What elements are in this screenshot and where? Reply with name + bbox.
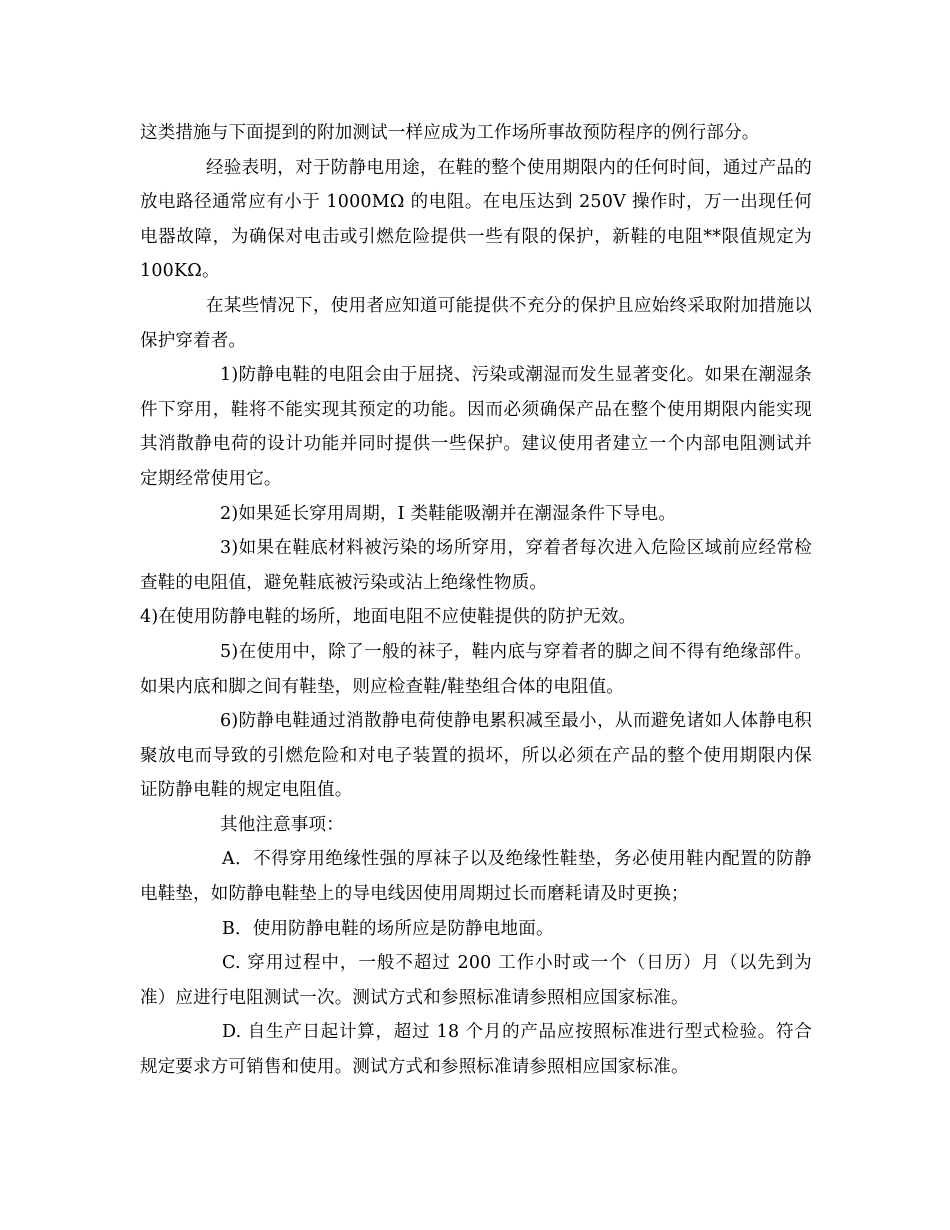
paragraph-item-6: 6)防静电鞋通过消散静电荷使静电累积减至最小，从而避免诸如人体静电积聚放电而导致的引燃危险和对电子装置的损坏，所以必须在产品的整个使用期限内保证防静电鞋的规定电阻值。 [140,711,812,801]
paragraph-note-b: B．使用防静电鞋的场所应是防静电地面。 [222,918,554,939]
paragraph-other-notes-heading: 其他注意事项： [220,814,344,835]
paragraph-item-5: 5)在使用中，除了一般的袜子，鞋内底与穿着者的脚之间不得有绝缘部件。如果内底和脚之间有鞋垫，则应检查鞋/鞋垫组合体的电阻值。 [140,641,812,697]
paragraph-item-3: 3)如果在鞋底材料被污染的场所穿用，穿着者每次进入危险区域前应经常检查鞋的电阻值，避免鞋底被污染或沾上绝缘性物质。 [140,538,812,593]
document-body [140,116,812,1085]
paragraph-item-2: 2)如果延长穿用周期，I 类鞋能吸潮并在潮湿条件下导电。 [220,503,677,524]
paragraph-item-1: 1)防静电鞋的电阻会由于屈挠、污染或潮湿而发生显著变化。如果在潮湿条件下穿用，鞋将不能实现其预定的功能。因而必须确保产品在整个使用期限内能实现其消散静电荷的设计功能并同时提供一些保护。建议使用者建立一个内部电阻测试并定期经常使用它。 [140,365,812,489]
paragraph-note-c: C. 穿用过程中，一般不超过 200 工作小时或一个（日历）月（以先到为准）应进行电阻测试一次。测试方式和参照标准请参照相应国家标准。 [140,953,812,1008]
paragraph-item-4: 4)在使用防静电鞋的场所，地面电阻不应使鞋提供的防护无效。 [140,607,637,628]
paragraph-intro: 这类措施与下面提到的附加测试一样应成为工作场所事故预防程序的例行部分。 [140,123,760,143]
paragraph-experience: 经验表明，对于防静电用途，在鞋的整个使用期限内的任何时间，通过产品的放电路径通常应有小于 1000MΩ 的电阻。在电压达到 250V 操作时，万一出现任何电器故障，为确保对电击或引燃危险提供一些有限的保护，新鞋的电阻**限值规定为 100KΩ。 [140,157,812,282]
paragraph-note-a: A．不得穿用绝缘性强的厚袜子以及绝缘性鞋垫，务必使用鞋内配置的防静电鞋垫，如防静电鞋垫上的导电线因使用周期过长而磨耗请及时更换； [140,849,812,905]
paragraph-note-d: D. 自生产日起计算，超过 18 个月的产品应按照标准进行型式检验。符合规定要求方可销售和使用。测试方式和参照标准请参照相应国家标准。 [140,1022,812,1078]
paragraph-circumstances: 在某些情况下，使用者应知道可能提供不充分的保护且应始终采取附加措施以保护穿着者。 [140,295,812,351]
